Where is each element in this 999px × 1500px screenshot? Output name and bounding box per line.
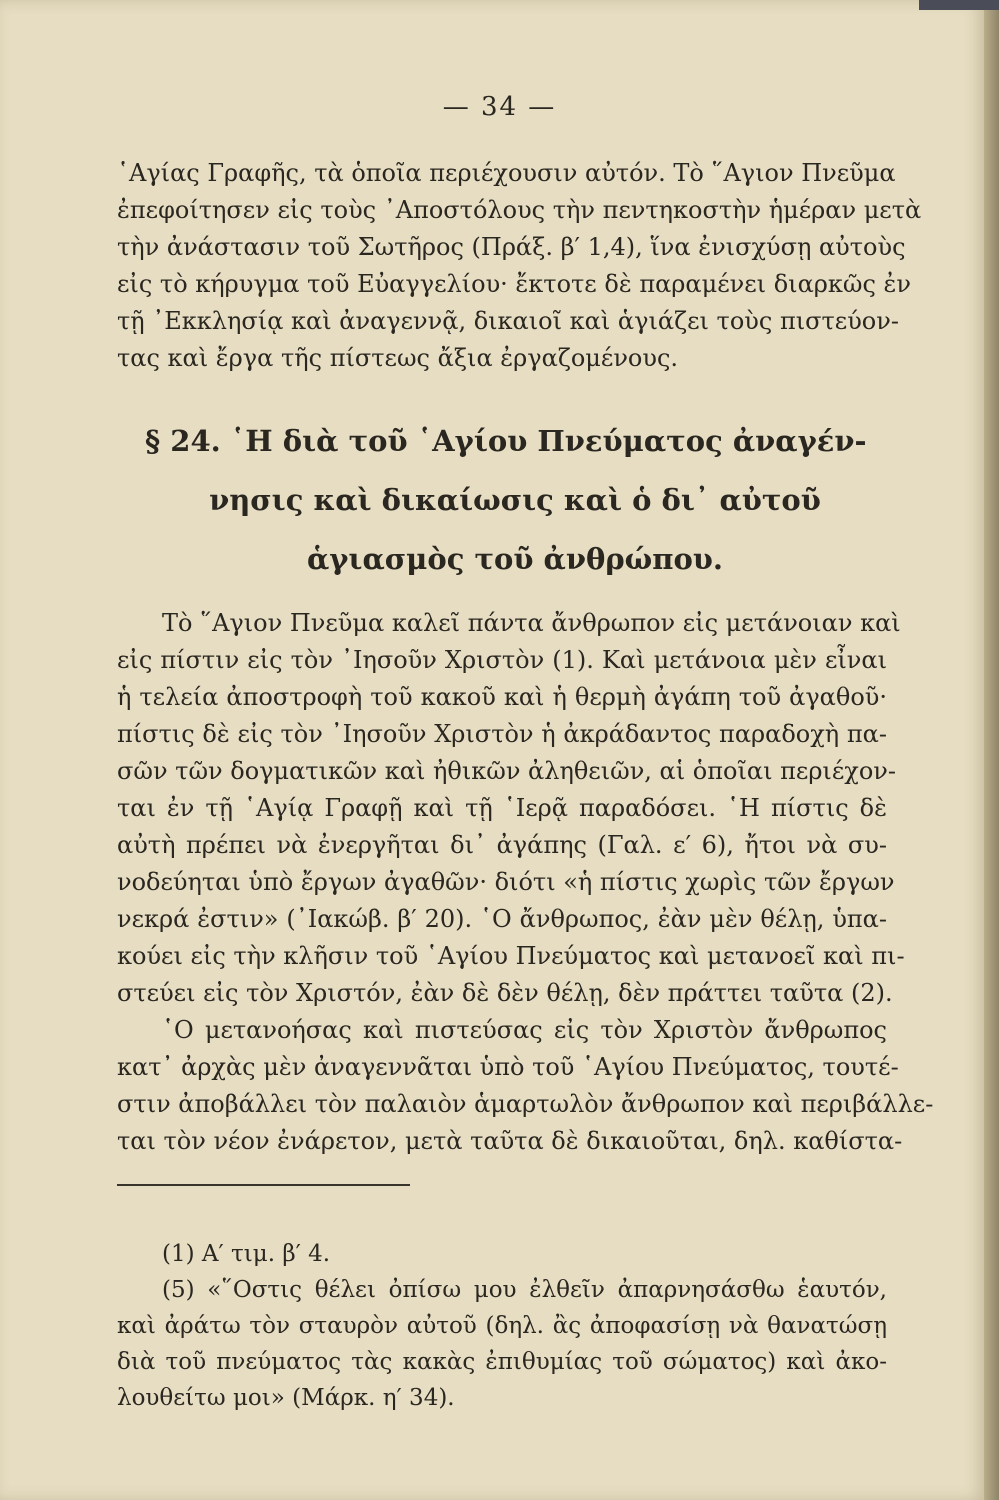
- text-line: κούει εἰς τὴν κλῆσιν τοῦ ῾Αγίου Πνεύματος καὶ μετανοεῖ καὶ πι-: [117, 942, 905, 970]
- text-line: στεύει εἰς τὸν Χριστόν, ἐὰν δὲ δὲν θέλῃ, δὲν πράττει ταῦτα (2).: [117, 979, 893, 1007]
- text-line: αὐτὴ πρέπει νὰ ἐνεργῆται δι᾽ ἀγάπης (Γαλ. ε′ 6), ἤτοι νὰ συ-: [117, 831, 887, 859]
- text-line: εἰς τὸ κήρυγμα τοῦ Εὐαγγελίου· ἔκτοτε δὲ παραμένει διαρκῶς ἐν: [117, 270, 912, 298]
- text-line: Τὸ ῞Αγιον Πνεῦμα καλεῖ πάντα ἄνθρωπον εἰς μετάνοιαν καὶ: [162, 609, 901, 637]
- text-line: ῾Ο μετανοήσας καὶ πιστεύσας εἰς τὸν Χριστὸν ἄνθρωπος: [162, 1016, 887, 1044]
- text-line: τῇ ᾿Εκκλησίᾳ καὶ ἀναγεννᾷ, δικαιοῖ καὶ ἁγιάζει τοὺς πιστεύον-: [117, 307, 899, 335]
- text-line: νοδεύηται ὑπὸ ἔργων ἀγαθῶν· διότι «ἡ πίστις χωρὶς τῶν ἔργων: [117, 868, 895, 896]
- footnote-5-line: διὰ τοῦ πνεύματος τὰς κακὰς ἐπιθυμίας τοῦ σώματος) καὶ ἀκο-: [117, 1349, 887, 1375]
- text-line: νεκρά ἐστιν» (᾿Ιακώβ. β′ 20). ῾Ο ἄνθρωπος, ἐὰν μὲν θέλῃ, ὑπα-: [117, 905, 887, 933]
- heading-line: ἁγιασμὸς τοῦ ἀνθρώπου.: [306, 542, 724, 576]
- text-line: τας καὶ ἔργα τῆς πίστεως ἄξια ἐργαζομένους.: [117, 344, 679, 372]
- binding-edge: [919, 0, 999, 10]
- text-line: ῾Αγίας Γραφῆς, τὰ ὁποῖα περιέχουσιν αὐτόν. Τὸ ῞Αγιον Πνεῦμα: [117, 159, 896, 187]
- page-number: — 34 —: [442, 92, 557, 122]
- footnote-divider: [117, 1184, 410, 1186]
- text-line: εἰς πίστιν εἰς τὸν ᾿Ιησοῦν Χριστὸν (1). Καὶ μετάνοια μὲν εἶναι: [117, 646, 887, 674]
- body-text: [117, 605, 934, 1160]
- text-line: κατ᾽ ἀρχὰς μὲν ἀναγεννᾶται ὑπὸ τοῦ ῾Αγίου Πνεύματος, τουτέ-: [117, 1053, 899, 1081]
- footnote-1: (1) Α′ τιμ. β′ 4.: [162, 1241, 331, 1267]
- heading-line: § 24. ῾Η διὰ τοῦ ῾Αγίου Πνεύματος ἀναγέν-: [145, 424, 867, 458]
- footnote-5-line: καὶ ἀράτω τὸν σταυρὸν αὐτοῦ (δηλ. ἂς ἀποφασίσῃ νὰ θανατώσῃ: [117, 1313, 887, 1339]
- section-heading: [145, 412, 865, 589]
- text-line: ἐπεφοίτησεν εἰς τοὺς ᾿Αποστόλους τὴν πεντηκοστὴν ἡμέραν μετὰ: [117, 196, 922, 224]
- text-line: σῶν τῶν δογματικῶν καὶ ἠθικῶν ἀληθειῶν, αἱ ὁποῖαι περιέχον-: [117, 757, 896, 785]
- heading-line: νησις καὶ δικαίωσις καὶ ὁ δι᾽ αὐτοῦ: [209, 483, 821, 517]
- paragraph-1: [117, 155, 922, 377]
- footnote-5-line: λουθείτω μοι» (Μάρκ. η′ 34).: [117, 1385, 455, 1411]
- text-line: ἡ τελεία ἀποστροφὴ τοῦ κακοῦ καὶ ἡ θερμὴ ἀγάπη τοῦ ἀγαθοῦ·: [117, 683, 887, 711]
- text-line: πίστις δὲ εἰς τὸν ᾿Ιησοῦν Χριστὸν ἡ ἀκράδαντος παραδοχὴ πα-: [117, 720, 887, 748]
- text-line: ται τὸν νέον ἐνάρετον, μετὰ ταῦτα δὲ δικαιοῦται, δηλ. καθίστα-: [117, 1127, 903, 1155]
- book-spine: [984, 0, 999, 1500]
- footnotes: [117, 1236, 887, 1416]
- text-line: τὴν ἀνάστασιν τοῦ Σωτῆρος (Πράξ. β′ 1,4), ἵνα ἐνισχύσῃ αὐτοὺς: [117, 233, 906, 261]
- text-line: στιν ἀποβάλλει τὸν παλαιὸν ἁμαρτωλὸν ἄνθρωπον καὶ περιβάλλε-: [117, 1090, 934, 1118]
- footnote-5-line: (5) «῞Οστις θέλει ὀπίσω μου ἐλθεῖν ἀπαρνησάσθω ἑαυτόν,: [162, 1277, 887, 1303]
- text-line: ται ἐν τῇ ῾Αγίᾳ Γραφῇ καὶ τῇ ῾Ιερᾷ παραδόσει. ῾Η πίστις δὲ: [117, 794, 887, 822]
